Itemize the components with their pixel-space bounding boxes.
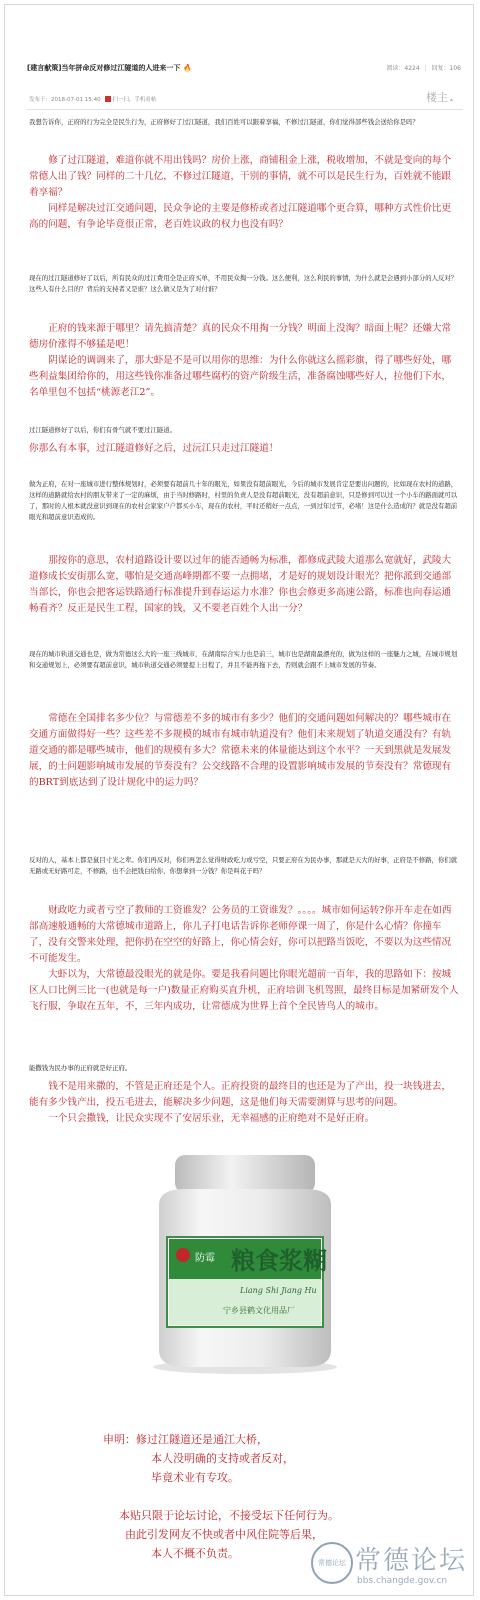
- disclaimer-line: 本贴只限于论坛讨论，不接受坛下任何行为。: [119, 1509, 339, 1522]
- paste-jar-image: [145, 1145, 345, 1375]
- reply-paragraph: 你那么有本事，过江隧道修好之后，过沅江只走过江隧道！: [29, 443, 279, 454]
- posted-time: 发布于：2018-07-01 15:40: [29, 97, 101, 103]
- reply-text-7: [29, 1079, 459, 1127]
- reply-text-1: [29, 153, 459, 233]
- quoted-text-5: 现在的城市轨道交通也是，做为常德这么大的一座三线城市，在湖南综合实力也是前三，城市也是湖南最漂亮的，做为这样的一座魅力之城，在城市规划和交通规划上，必须要有超前意识，城市轨道交通必须要提上日程了，并且不能再拖下去，否则就会跟不上城市发展的节奏。: [29, 650, 458, 669]
- thread-title[interactable]: [27, 63, 192, 73]
- views-count: 阅读：4224: [386, 65, 420, 72]
- forum-watermark: [311, 1540, 471, 1595]
- forum-seal-icon: 常德论坛: [311, 1542, 353, 1584]
- jar-maker-text: 宁乡县鹤文化用品厂: [223, 1306, 295, 1315]
- jar-cap: [175, 1155, 315, 1193]
- post-meta: [29, 95, 156, 103]
- disclaimer-line: 本人不概不负责。: [151, 1547, 239, 1560]
- reply-text-6: [29, 903, 459, 1015]
- reply-text-2: [29, 321, 459, 401]
- replies-count: 回复：106: [431, 65, 461, 72]
- quoted-text-4: 做为正府，在对一座城市进行整体规划时，必须要有超前几十年的眼光，如果没有超前眼光，今后的城市发展肯定是要出问题的，比如现在农村的道路，这样的道路就给农村的朋友带来了一定的麻烦，由于当时修路时，村里的负责人是没有超前眼光，没有超前意识，只是修到可以过一个小车的路面就可以了，那时的人根本就没意识到现在的农村会家家户户都买小车，现在的农村，平时还稍好一点点，一到过年过节，必堵！这是什么造成的？就是没有超前眼光和超前意识造成的。: [29, 480, 458, 521]
- disclaimer-spacer: [103, 1487, 443, 1506]
- forum-url-text: bbs.changde.gov.cn: [357, 1576, 448, 1586]
- jar-pinyin-text: Liang Shi Jiang Hu: [240, 1286, 317, 1295]
- reply-text-5: [29, 711, 459, 791]
- disclaimer-line: 由此引发网友不快或者中风住院等后果，: [125, 1528, 323, 1541]
- quoted-text-1: 我想告诉你，正府的行为完全是民生行为，正府修好了过江隧道，我们百姓可以跟着享福，不修过江隧道，你们觉得部些钱会送给你是吗？: [29, 118, 419, 126]
- reply-text-3: [29, 441, 459, 457]
- quoted-text-2: 现在的过江隧道修好了以后，所有民众的过江费用全是正府买单，不用民众掏一分钱。这么便利，这么利民的事情，为什么就是会遇到小部分的人反对？这些人有什么目的？背后的支持者又是谁？这么做又是为了对付谁？: [29, 274, 458, 293]
- reply-paragraph: 一个只会撒钱，让民众实现不了安居乐业，无幸福感的正府绝对不是好正府。: [48, 1113, 375, 1124]
- reply-text-4: [29, 553, 459, 617]
- floor-label: 楼主: [425, 91, 448, 104]
- reply-paragraph: 常德在全国排名多少位？与常德差不多的城市有多少？他们的交通问题如何解决的？哪些城市在交通方面做得好一些？这些差不多规模的城市有城市轨道没有？他们未来规划了轨道交通没有？有轨道交通的都是哪些城市，他们的规模有多大？常德未来的体量能达到这个水平？一天到黑就是发展发展，的士问题影响城市发展的节奏没有？公交线路不合理的设置影响城市发展的节奏没有？常德现有的BRT到底达到了设计规化中的运力吗？: [29, 713, 452, 788]
- reply-paragraph: 同样是解决过江交通问题，民众争论的主要是修桥或者过江隧道哪个更合算，哪种方式性价比更高的问题，有争论毕竟很正常，老百姓议政的权力也没有吗？: [29, 203, 452, 230]
- reply-paragraph: 修了过江隧道，难道你就不用出钱吗？房价上涨，商铺租金上涨，税收增加，不就是变向的每个常德人出了钱？同样的二十几亿，不修过江隧道，干别的事情，就不可以是民生行为，百姓就不能跟着享福？: [29, 155, 452, 198]
- quoted-text-7: 能撒钱为民办事的正府就是好正府。: [29, 1064, 132, 1072]
- disclaimer-line: 毕竟术业有专攻。: [151, 1471, 239, 1484]
- reply-paragraph: 财政吃力或者亏空了教师的工资谁发？公务员的工资谁发？。。。。城市如何运转?你开车走在如西部高速般通畅的大常德城市道路上，你儿子打电话告诉你老师停课一周了，你是什么心情？你撞车了，没有交警来处理，把你扔在空空的好路上，你心情会好，你可以把路当饭吃，不要以为这些情况不可能发生。: [29, 905, 452, 964]
- floor-arrow-icon: ▴: [449, 96, 453, 103]
- reply-paragraph: 那按你的意思，农村道路设计要以过年的能否通畅为标准，都修成武陵大道那么宽就好，武陵大道修成长安街那么宽，哪怕是交通高峰期都不要一点拥堵，才是好的规划设计眼光？把你派到交通部当部长，你也会把客运铁路通行标准提升到春运运力水准？你也会修更多高速公路，标准也向春运通畅看齐？反正是民生工程，国家的钱，又不要老百姓个人出一分？: [29, 555, 452, 614]
- qr-scan-label[interactable]: 扫一扫，手机看帖: [112, 97, 157, 103]
- forum-brand-text: 常德论坛: [355, 1546, 468, 1576]
- disclaimer-line: 本人没明确的支持或者反对，: [151, 1452, 294, 1465]
- jar-name-text: 粮食浆糊: [231, 1246, 327, 1275]
- quoted-text-3: 过江隧道修好了以后，你们有骨气就不要过江隧道。: [29, 426, 176, 434]
- thread-stats: 阅读：4224 | 回复：106: [386, 65, 461, 72]
- qr-code-icon[interactable]: [105, 96, 111, 102]
- jar-brand-text: 防霉: [195, 1253, 215, 1264]
- reply-paragraph: 钱不是用来撒的，不管是正府还是个人。正府投资的最终目的也还是为了产出，投一块钱进去，能有多少钱产出，投五毛进去，能解决多少问题，这是他们每天需要测算与思考的问题。: [29, 1081, 452, 1108]
- header-divider: [27, 109, 463, 110]
- hot-fire-icon: 🔥: [183, 64, 193, 72]
- post-frame: [4, 4, 474, 1596]
- reply-paragraph: 大虾以为，大常德最没眼光的就是你。要是我看问题比你眼光超前一百年，我的思路如下：按城区人口比例三比一(也就是每一户)数量正府购买直升机，正府培训飞机驾照，最终目标是加紧研发个人飞行服，争取在五年，不，三年内成功，让常德成为世界上首个全民皆鸟人的城市。: [29, 969, 459, 1012]
- reply-paragraph: 正府的钱来源于哪里？请先搞清楚？真的民众不用掏一分钱？明面上没淘？暗面上呢？还嫌大常德房价涨得不够猛是吧！: [29, 323, 452, 350]
- reply-paragraph: 阴谋论的调调来了，那大虾是不是可以用你的思维：为什么你就这么摇彩旗，得了哪些好处，哪些利益集团给你的，用这些钱你准备过哪些腐朽的资产阶级生活，准备腐蚀哪些好人，拉他们下水，名单里包不包括“桃源老江2”。: [29, 355, 452, 398]
- thread-title-text[interactable]: [建言献策]当年拼命反对修过江隧道的人进来一下: [27, 64, 181, 72]
- floor-label-wrap: [426, 89, 453, 105]
- disclaimer-line: 申明：修过江隧道还是通江大桥，: [103, 1433, 268, 1446]
- quoted-text-6: 反对的人，基本上都是鼠目寸光之辈。你们再反对，你们再怎么觉得财政吃力或亏空，只要正府在为民办事，那就是天大的好事，正府是不修路，你们就无路或无好路可走，不修路，也不会把钱白给你，你想拿到一分钱？你是叫花子吗？: [29, 856, 458, 875]
